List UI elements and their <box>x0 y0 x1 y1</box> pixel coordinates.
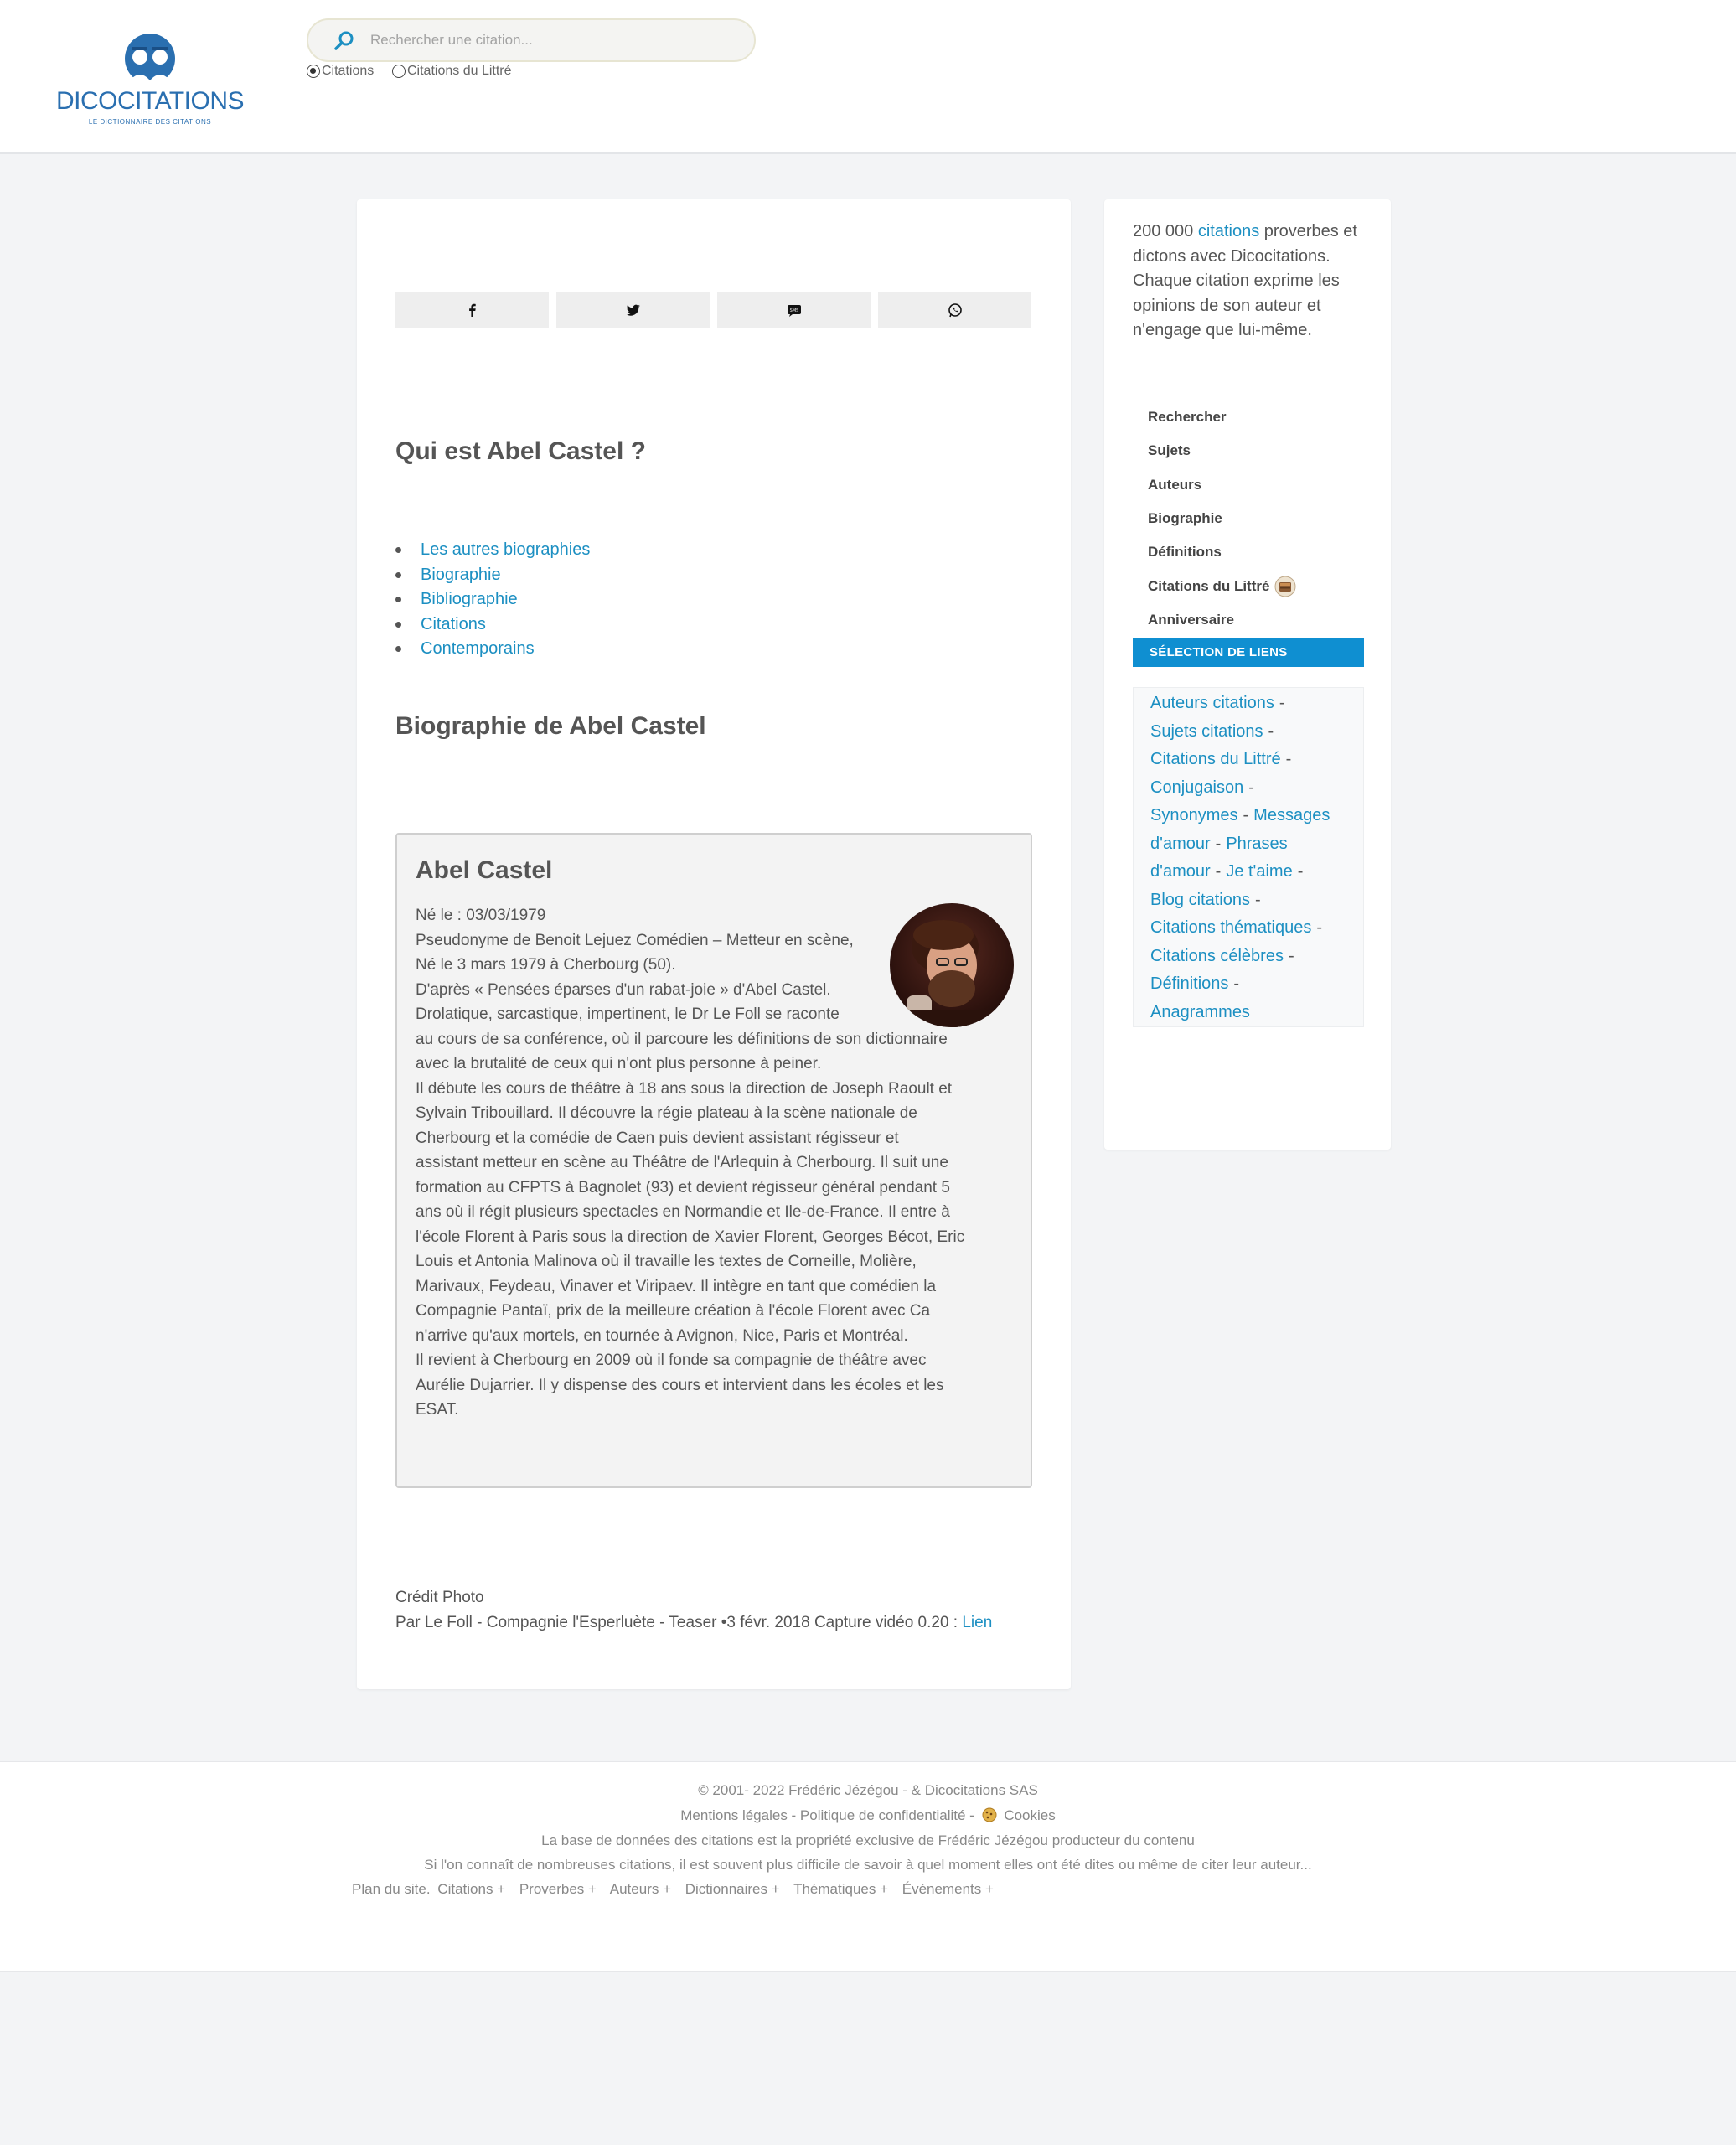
bio-line: Il débute les cours de théâtre à 18 ans sous la direction de Joseph Raoult et <box>416 1079 953 1098</box>
logo-wordmark: DICOCITATIONS <box>55 87 245 115</box>
bio-line: formation au CFPTS à Bagnolet (93) et devient régisseur général pendant 5 <box>416 1178 950 1197</box>
cookie-icon <box>982 1807 997 1822</box>
sidebar-menu <box>1148 401 1296 637</box>
sidebar-intro <box>1133 220 1376 344</box>
photo-credit <box>395 1585 992 1635</box>
twitter-icon <box>626 302 641 318</box>
sidebar-item-auteurs[interactable] <box>1148 468 1296 502</box>
toc-link-contemporains[interactable]: Contemporains <box>421 639 535 658</box>
share-facebook-button[interactable] <box>395 292 549 328</box>
sidebar-item-label: Rechercher <box>1148 409 1227 426</box>
biography-heading: Biographie de Abel Castel <box>395 712 706 740</box>
table-of-contents <box>395 538 590 662</box>
svg-text:SMS: SMS <box>789 308 798 313</box>
radio-littre-button[interactable] <box>392 65 406 78</box>
sidebar-item-label: Citations du Littré <box>1148 577 1270 594</box>
bio-line: Compagnie Pantaï, prix de la meilleure création à l'école Florent avec Ca <box>416 1302 931 1320</box>
toc-link-biographies[interactable]: Les autres biographies <box>421 540 591 559</box>
footer-nav-auteurs[interactable]: Auteurs + <box>609 1881 672 1897</box>
footer-database-notice: La base de données des citations est la propriété exclusive de Frédéric Jézégou producteur du contenu <box>541 1832 1195 1848</box>
bio-line: Pseudonyme de Benoit Lejuez Comédien – Metteur en scène, <box>416 931 854 949</box>
radio-littre-label: Citations du Littré <box>407 64 512 78</box>
bio-line: Né le 3 mars 1979 à Cherbourg (50). <box>416 956 676 974</box>
sidebar-item-label: Définitions <box>1148 544 1222 561</box>
toc-item <box>395 563 590 588</box>
bio-line: assistant metteur en scène au Théâtre de l'Arlequin à Cherbourg. Il suit une <box>416 1154 948 1171</box>
link-auteurs-citations[interactable]: Auteurs citations <box>1150 694 1274 712</box>
footer-nav-dictionnaires[interactable]: Dictionnaires + <box>685 1881 780 1897</box>
sms-icon <box>787 302 802 318</box>
site-logo[interactable] <box>54 34 246 131</box>
photo-credit-text: Par Le Foll - Compagnie l'Esperluète - Teaser •3 févr. 2018 Capture vidéo 0.20 : <box>395 1613 963 1631</box>
sidebar-item-sujets[interactable] <box>1148 434 1296 468</box>
bio-line: Cherbourg et la comédie de Caen puis devient assistant régisseur et <box>416 1129 899 1147</box>
bio-line: Né le : 03/03/1979 <box>416 907 546 924</box>
sidebar-item-biographie[interactable] <box>1148 502 1296 535</box>
link-citations-thematiques[interactable]: Citations thématiques <box>1150 918 1312 937</box>
toc-item <box>395 637 590 662</box>
footer-nav-evenements[interactable]: Événements + <box>902 1881 994 1897</box>
sidebar-item-littre[interactable] <box>1148 569 1296 602</box>
footer-legal-links[interactable]: Mentions légales - Politique de confidentialité - <box>680 1807 974 1823</box>
bio-line: n'arrive qu'aux mortels, en tournée à Avignon, Nice, Paris et Montréal. <box>416 1326 908 1345</box>
sidebar-item-label: Anniversaire <box>1148 611 1234 628</box>
radio-littre[interactable] <box>392 62 512 80</box>
intro-citations-link[interactable]: citations <box>1197 222 1260 240</box>
link-definitions[interactable]: Définitions <box>1150 974 1229 993</box>
logo-subtitle: LE DICTIONNAIRE DES CITATIONS <box>88 118 212 126</box>
photo-credit-line <box>395 1610 992 1636</box>
biography-box <box>395 833 1032 1488</box>
footer-quote: Si l'on connaît de nombreuses citations, il est souvent plus difficile de savoir à quel moment elles ont été dites ou même de citer leur auteur... <box>424 1857 1312 1873</box>
link-citations-littre[interactable]: Citations du Littré <box>1150 750 1281 768</box>
bio-line: ESAT. <box>416 1401 459 1419</box>
sidebar <box>1104 199 1391 1150</box>
toc-item <box>395 587 590 612</box>
links-list: Auteurs citations - Sujets citations - Citations du Littré - Conjugaison - Synonymes - Messages d'amour - Phrases d'amour - Je t'aime - Blog citations - Citations thématiques - Citations célèbres - Définitions - Anagrammes <box>1150 694 1330 1021</box>
footer-nav-citations[interactable]: Citations + <box>437 1881 506 1897</box>
sidebar-item-label: Auteurs <box>1148 476 1202 493</box>
toc-item <box>395 612 590 638</box>
toc-link-bibliographie[interactable]: Bibliographie <box>421 590 518 608</box>
bio-line: Marivaux, Feydeau, Vinaver et Viripaev. Il intègre en tant que comédien la <box>416 1277 937 1295</box>
intro-text: proverbes et dictons avec Dicocitations. Chaque citation exprime les opinions de son auteur et n'engage que lui-même. <box>1133 222 1357 339</box>
link-phrases-amour[interactable]: Phrases d'amour <box>1150 834 1288 881</box>
radio-citations-button[interactable] <box>307 65 320 78</box>
share-sms-button[interactable] <box>717 292 871 328</box>
sidebar-item-rechercher[interactable] <box>1148 401 1296 434</box>
links-selection-header: SÉLECTION DE LIENS <box>1133 638 1364 667</box>
link-citations-celebres[interactable]: Citations célèbres <box>1150 946 1284 965</box>
photo-credit-link[interactable]: Lien <box>962 1613 993 1631</box>
site-footer <box>0 1761 1736 1972</box>
sidebar-item-label: Biographie <box>1148 510 1222 527</box>
bio-line: D'après « Pensées éparses d'un rabat-joie » d'Abel Castel. <box>416 980 831 999</box>
bio-line: Louis et Antonia Malinova où il travaille les textes de Corneille, Molière, <box>416 1253 917 1270</box>
main-content-card <box>357 199 1071 1689</box>
radio-citations-label: Citations <box>322 64 375 78</box>
bio-line: avec la brutalité de ceux qui n'ont plus personne à peiner. <box>416 1055 822 1072</box>
bio-line: Aurélie Dujarrier. Il y dispense des cours et intervient dans les écoles et les <box>416 1376 944 1394</box>
radio-citations[interactable] <box>307 62 374 80</box>
footer-nav-plan[interactable]: Plan du site. <box>352 1881 431 1897</box>
toc-link-citations[interactable]: Citations <box>421 614 486 633</box>
sidebar-item-label: Sujets <box>1148 442 1191 459</box>
bio-line: au cours de sa conférence, où il parcoure les définitions de son dictionnaire <box>416 1030 948 1048</box>
search-icon[interactable] <box>333 30 355 52</box>
footer-nav-thematiques[interactable]: Thématiques + <box>793 1881 889 1897</box>
intro-text: 200 000 <box>1133 222 1198 240</box>
photo-credit-title: Crédit Photo <box>395 1589 484 1606</box>
sidebar-item-definitions[interactable] <box>1148 535 1296 569</box>
toc-item <box>395 538 590 563</box>
bio-line: Sylvain Tribouillard. Il découvre la régie plateau à la scène nationale de <box>416 1104 917 1122</box>
whatsapp-icon <box>948 302 963 318</box>
search-box <box>307 18 756 62</box>
bio-line: Drolatique, sarcastique, impertinent, le Dr Le Foll se raconte <box>416 1005 840 1023</box>
footer-legal <box>0 1807 1736 1824</box>
footer-cookies-link[interactable]: Cookies <box>1004 1807 1056 1823</box>
book-icon <box>1274 576 1296 597</box>
link-messages-amour[interactable]: Messages d'amour <box>1150 806 1330 853</box>
link-blog-citations[interactable]: Blog citations <box>1150 890 1250 909</box>
logo-icon <box>54 34 246 85</box>
link-sujets-citations[interactable]: Sujets citations <box>1150 721 1263 741</box>
link-je-taime[interactable]: Je t'aime <box>1226 862 1293 881</box>
site-header <box>0 0 1736 154</box>
link-anagrammes[interactable]: Anagrammes <box>1150 1002 1250 1021</box>
search-input[interactable] <box>370 20 739 60</box>
bio-line: Il revient à Cherbourg en 2009 où il fonde sa compagnie de théâtre avec <box>416 1352 927 1369</box>
sidebar-item-anniversaire[interactable] <box>1148 603 1296 637</box>
share-twitter-button[interactable] <box>556 292 710 328</box>
links-selection-box <box>1133 687 1364 1027</box>
who-is-heading: Qui est Abel Castel ? <box>395 437 646 465</box>
link-synonymes[interactable]: Synonymes <box>1150 806 1238 824</box>
footer-nav <box>352 1881 1004 1898</box>
toc-link-biographie[interactable]: Biographie <box>421 565 501 584</box>
facebook-icon <box>465 302 480 318</box>
biography-text <box>416 903 1019 1423</box>
share-whatsapp-button[interactable] <box>878 292 1031 328</box>
bio-line: ans où il régit plusieurs spectacles en Normandie et Ile-de-France. Il entre à <box>416 1203 950 1221</box>
footer-nav-proverbes[interactable]: Proverbes + <box>519 1881 597 1897</box>
biography-name: Abel Castel <box>416 856 553 884</box>
bio-line: l'école Florent à Paris sous la direction de Xavier Florent, Georges Bécot, Eric <box>416 1228 965 1246</box>
footer-copyright: © 2001- 2022 Frédéric Jézégou - & Dicocitations SAS <box>698 1782 1038 1798</box>
link-conjugaison[interactable]: Conjugaison <box>1150 778 1244 797</box>
